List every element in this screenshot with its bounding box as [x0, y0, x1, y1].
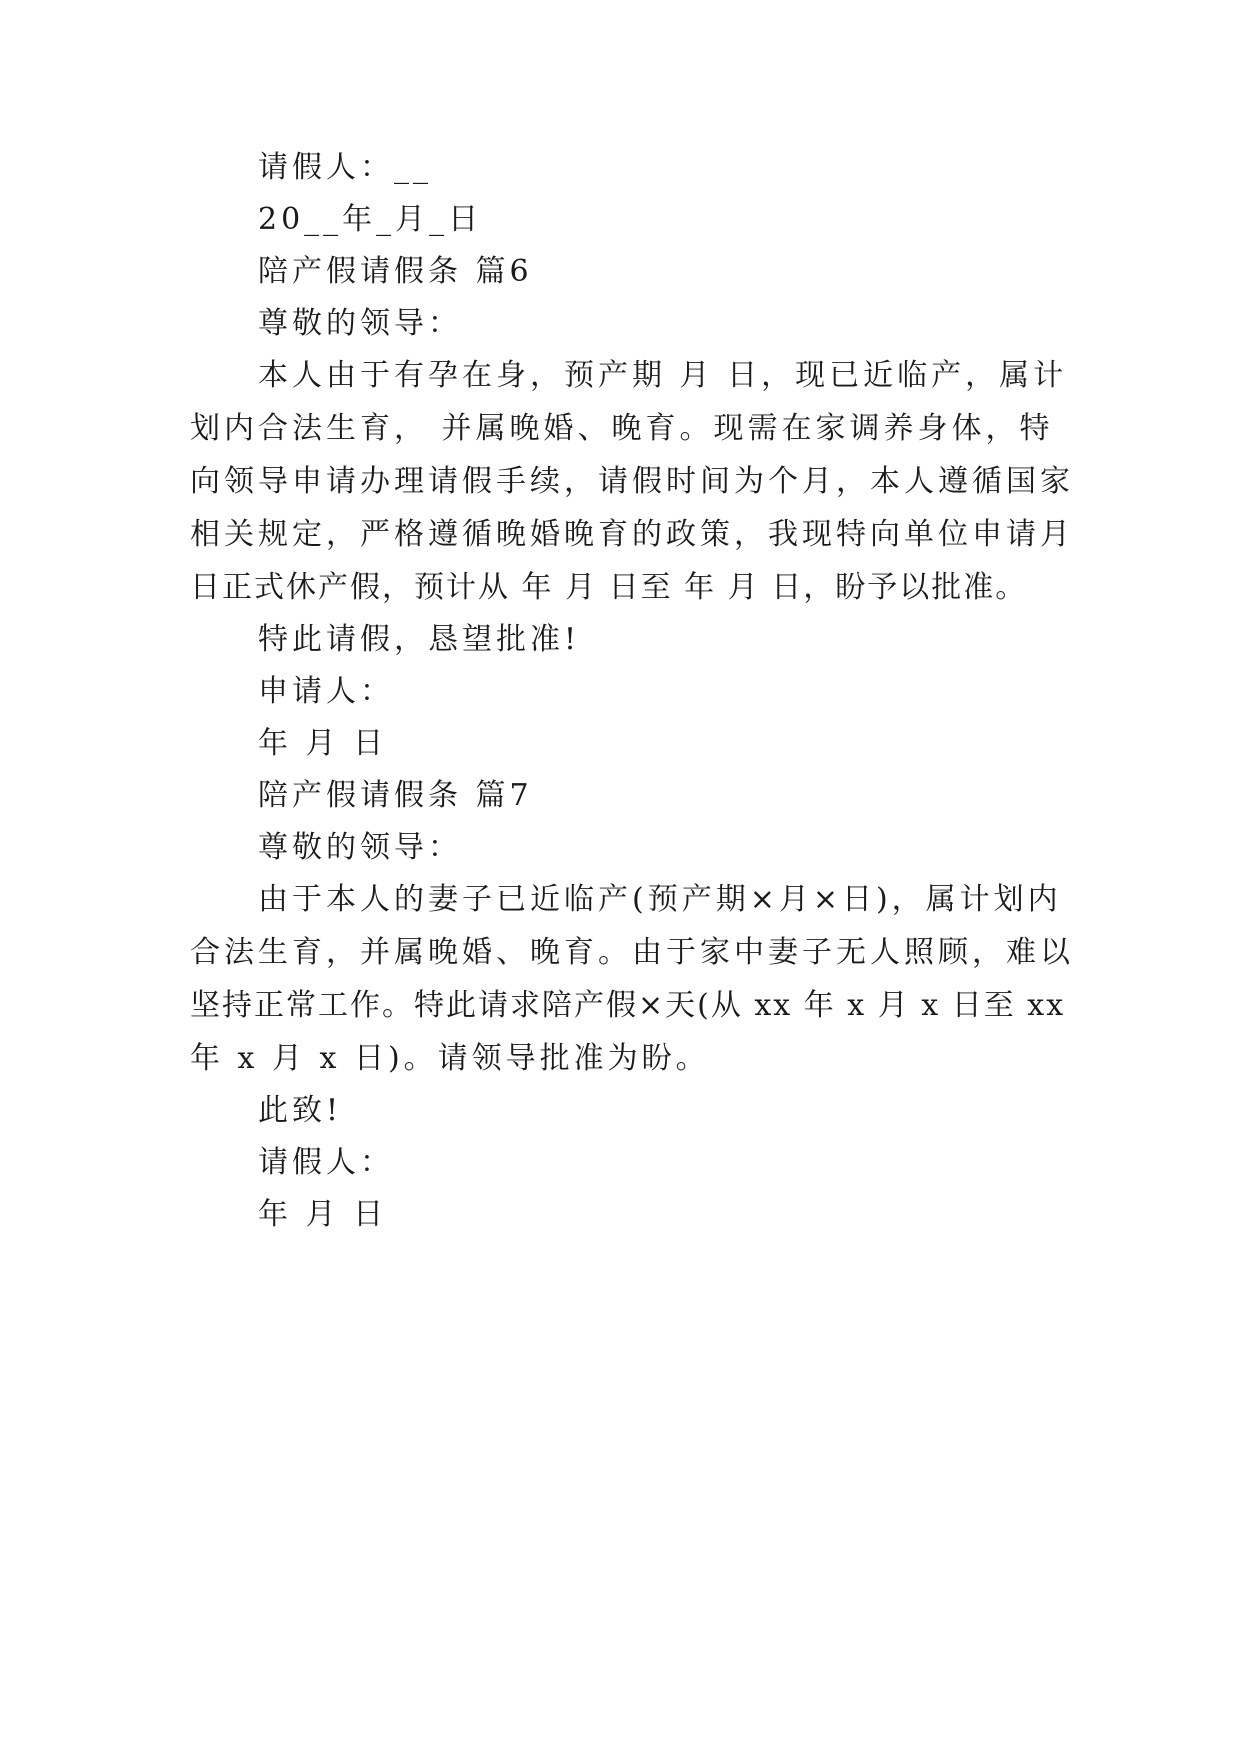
applicant-line: 请假人： — [258, 1145, 394, 1180]
body-line: 年 x 月 x 日)。请领导批准为盼。 — [190, 1041, 710, 1076]
signer-line: 请假人：__ — [258, 150, 432, 185]
body-line: 本人由于有孕在身，预产期 月 日，现已近临产，属计 — [258, 358, 1068, 393]
date-line: 20__年_月_日 — [258, 202, 483, 237]
salutation: 尊敬的领导： — [258, 306, 462, 341]
body-line: 相关规定，严格遵循晚婚晚育的政策，我现特向单位申请月 — [190, 517, 1074, 552]
section-title: 陪产假请假条 篇6 — [258, 254, 533, 289]
body-line: 合法生育，并属晚婚、晚育。由于家中妻子无人照顾，难以 — [190, 935, 1074, 970]
applicant-line: 申请人： — [258, 674, 394, 709]
salutation: 尊敬的领导： — [258, 830, 462, 865]
closing-line: 特此请假，恳望批准! — [258, 622, 581, 657]
closing-line: 此致! — [258, 1093, 343, 1128]
date-line: 年 月 日 — [258, 1197, 388, 1232]
date-line: 年 月 日 — [258, 726, 388, 761]
body-line: 向领导申请办理请假手续，请假时间为个月，本人遵循国家 — [190, 464, 1074, 499]
section-title: 陪产假请假条 篇7 — [258, 778, 533, 813]
body-line: 日正式休产假，预计从 年 月 日至 年 月 日，盼予以批准。 — [190, 570, 1028, 605]
body-line: 坚持正常工作。特此请求陪产假×天(从 xx 年 x 月 x 日至 xx — [190, 988, 1066, 1023]
body-line: 划内合法生育， 并属晚婚、晚育。现需在家调养身体，特 — [190, 411, 1054, 446]
body-line: 由于本人的妻子已近临产(预产期×月×日)，属计划内 — [258, 882, 1062, 917]
